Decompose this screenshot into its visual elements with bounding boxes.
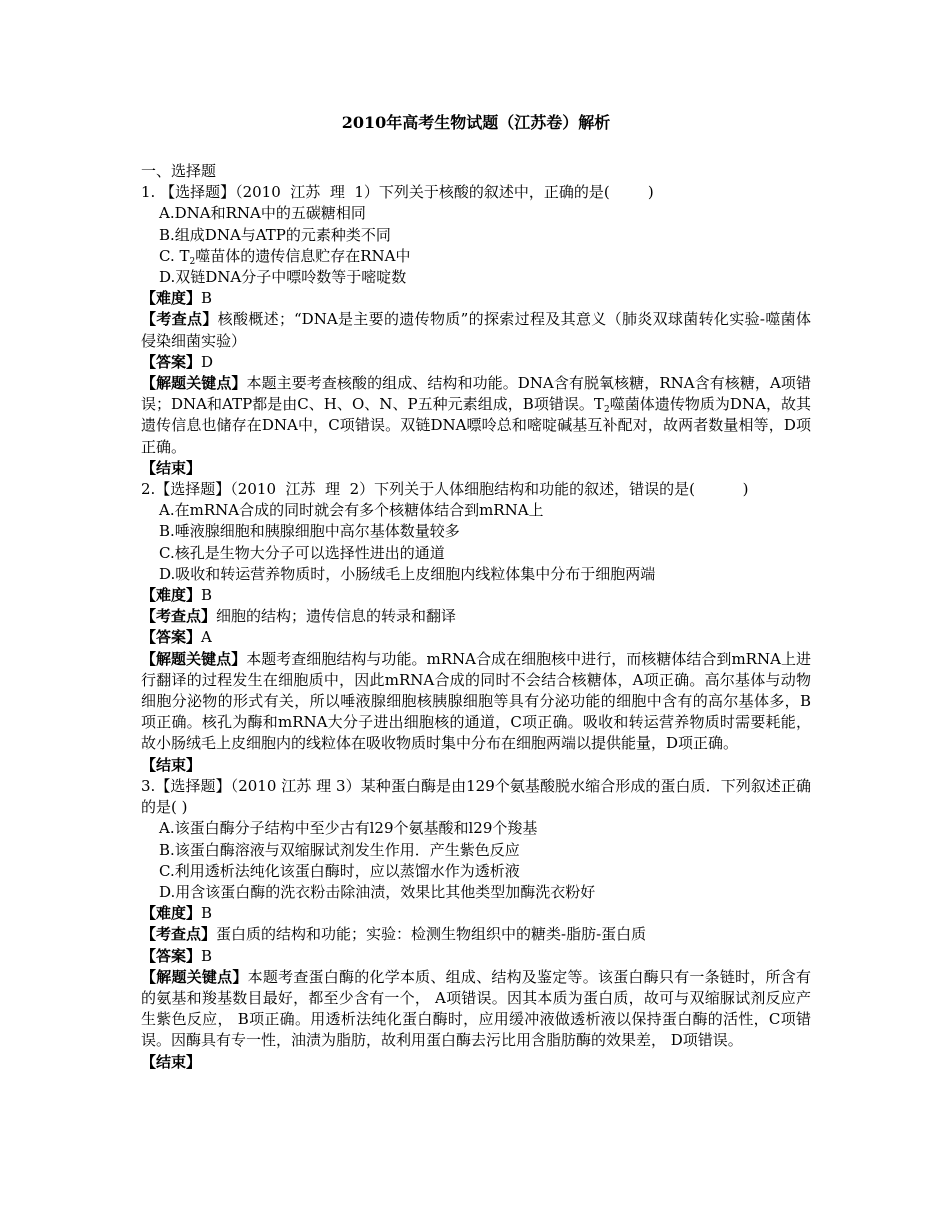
q2-option-b: B.唾液腺细胞和胰腺细胞中高尔基体数量较多 (159, 522, 460, 541)
q2-option-c: C.核孔是生物大分子可以选择性进出的通道 (159, 543, 445, 562)
q1-answer (141, 352, 811, 373)
answer-label: 【答案】 (141, 352, 202, 371)
q2-analysis (141, 649, 811, 755)
q3-option-a: A.该蛋白酶分子结构中至少古有l29个氨基酸和l29个羧基 (159, 819, 538, 838)
answer-label: 【答案】 (141, 628, 202, 647)
point-label: 【考查点】 (141, 310, 218, 329)
q3-option-d: D.用含该蛋白酶的洗衣粉击除油渍，效果比其他类型加酶洗衣粉好 (159, 882, 596, 901)
section-heading: 一、选择题 (141, 162, 217, 180)
q1-option-b: B.组成DNA与ATP的元素种类不同 (159, 225, 391, 244)
q3-option-b: B.该蛋白酶溶液与双缩脲试剂发生作用．产生紫色反应 (159, 840, 520, 859)
q1-difficulty-value: B (201, 289, 213, 308)
q3-point-value: 蛋白质的结构和功能；实验：检测生物组织中的糖类-脂肪-蛋白质 (216, 925, 647, 944)
q1-analysis-pre: 本题主要考查核酸的组成、结构和功能。DNA含有脱氧核糖，RNA含有核糖，A项错误；DNA和ATP都是由C、H、O、N、P五种元素组成，B项错误。T (141, 374, 811, 414)
q3-answer (141, 946, 811, 967)
analysis-label: 【解题关键点】 (141, 967, 248, 986)
q3-analysis-value: 本题考查蛋白酶的化学本质、组成、结构及鉴定等。该蛋白酶只有一条链时，所含有的氨基和羧基数目最好，都至少含有一个， A项错误。因其本质为蛋白质，故可与双缩脲试剂反应产生紫色反应， B项正确。用透析法纯化蛋白酶时，应用缓冲液做透析液以保持蛋白酶的活性，C项错误。因酶具有专一性，油渍为脂肪，故利用蛋白酶去污比用含脂肪酶的效果差， D项错误。 (141, 967, 811, 1050)
question-1 (141, 182, 811, 479)
difficulty-label: 【难度】 (141, 289, 202, 308)
q1-point (141, 309, 811, 351)
q2-point-value: 细胞的结构；遗传信息的转录和翻译 (216, 607, 457, 626)
q1-analysis-sub: 2 (603, 405, 610, 416)
q1-option-c-post: 噬苗体的遗传信息贮存在RNA中 (195, 246, 411, 265)
q2-option-a: A.在mRNA合成的同时就会有多个核糖体结合到mRNA上 (159, 501, 544, 520)
analysis-label: 【解题关键点】 (141, 374, 247, 393)
q1-answer-value: D (201, 352, 214, 371)
document-page (141, 112, 811, 1073)
difficulty-label: 【难度】 (141, 904, 202, 923)
q1-difficulty (141, 288, 811, 309)
q1-option-c-pre: C. T (159, 246, 190, 265)
q2-point (141, 606, 811, 627)
q3-option-c: C.利用透析法纯化该蛋白酶时，应以蒸馏水作为透析液 (159, 861, 520, 880)
q3-difficulty-value: B (201, 904, 213, 923)
q2-analysis-value: 本题考查细胞结构与功能。mRNA合成在细胞核中进行，而核糖体结合到mRNA上进行翻译的过程发生在细胞质中，因此mRNA合成的同时不会结合核糖体，A项正确。高尔基体与动物细胞分泌物的形式有关，所以唾液腺细胞核胰腺细胞等具有分泌功能的细胞中含有的高尔基体多，B项正确。核孔为酶和mRNA大分子进出细胞核的通道，C项正确。吸收和转运营养物质时需要耗能，故小肠绒毛上皮细胞内的线粒体在吸收物质时集中分布在细胞两端以提供能量，D项正确。 (141, 649, 811, 753)
q2-end: 【结束】 (141, 755, 202, 774)
q1-analysis-post: 噬菌体遗传物质为DNA，故其遗传信息也储存在DNA中，C项错误。双链DNA嘌呤总和嘧啶碱基互补配对，故两者数量相等，D项正确。 (141, 395, 811, 456)
document-title: 2010年高考生物试题（江苏卷）解析 (341, 113, 611, 132)
question-2 (141, 479, 811, 776)
q3-difficulty (141, 903, 811, 924)
q1-stem: 1. 【选择题】（2010 江苏 理 1）下列关于核酸的叙述中，正确的是( ) (141, 183, 654, 202)
q1-analysis (141, 373, 811, 458)
q2-answer (141, 627, 811, 648)
q1-end: 【结束】 (141, 458, 202, 477)
answer-label: 【答案】 (141, 946, 202, 965)
q1-point-value: 核酸概述；“DNA是主要的遗传物质”的探索过程及其意义（肺炎双球菌转化实验-噬菌体侵染细菌实验） (141, 310, 811, 350)
analysis-label: 【解题关键点】 (141, 649, 247, 668)
q1-option-c (141, 246, 811, 267)
q3-answer-value: B (201, 946, 213, 965)
q3-stem: 3.【选择题】（2010 江苏 理 3）某种蛋白酶是由129个氨基酸脱水缩合形成的蛋白质．下列叙述正确的是( ) (141, 776, 811, 817)
q1-option-a: A.DNA和RNA中的五碳糖相同 (159, 204, 366, 223)
q2-option-d: D.吸收和转运营养物质时，小肠绒毛上皮细胞内线粒体集中分布于细胞两端 (159, 564, 656, 583)
difficulty-label: 【难度】 (141, 586, 202, 605)
q3-point (141, 924, 811, 945)
q3-end: 【结束】 (141, 1052, 202, 1071)
q2-difficulty (141, 585, 811, 606)
q2-stem: 2.【选择题】（2010 江苏 理 2）下列关于人体细胞结构和功能的叙述，错误的是( ) (141, 480, 749, 499)
q3-analysis (141, 967, 811, 1052)
q1-option-d: D.双链DNA分子中嘌呤数等于嘧啶数 (159, 268, 407, 287)
point-label: 【考查点】 (141, 607, 217, 626)
q2-difficulty-value: B (201, 586, 213, 605)
point-label: 【考查点】 (141, 925, 217, 944)
q1-option-c-sub: 2 (189, 256, 196, 267)
question-3 (141, 776, 811, 1073)
q2-answer-value: A (201, 628, 212, 647)
